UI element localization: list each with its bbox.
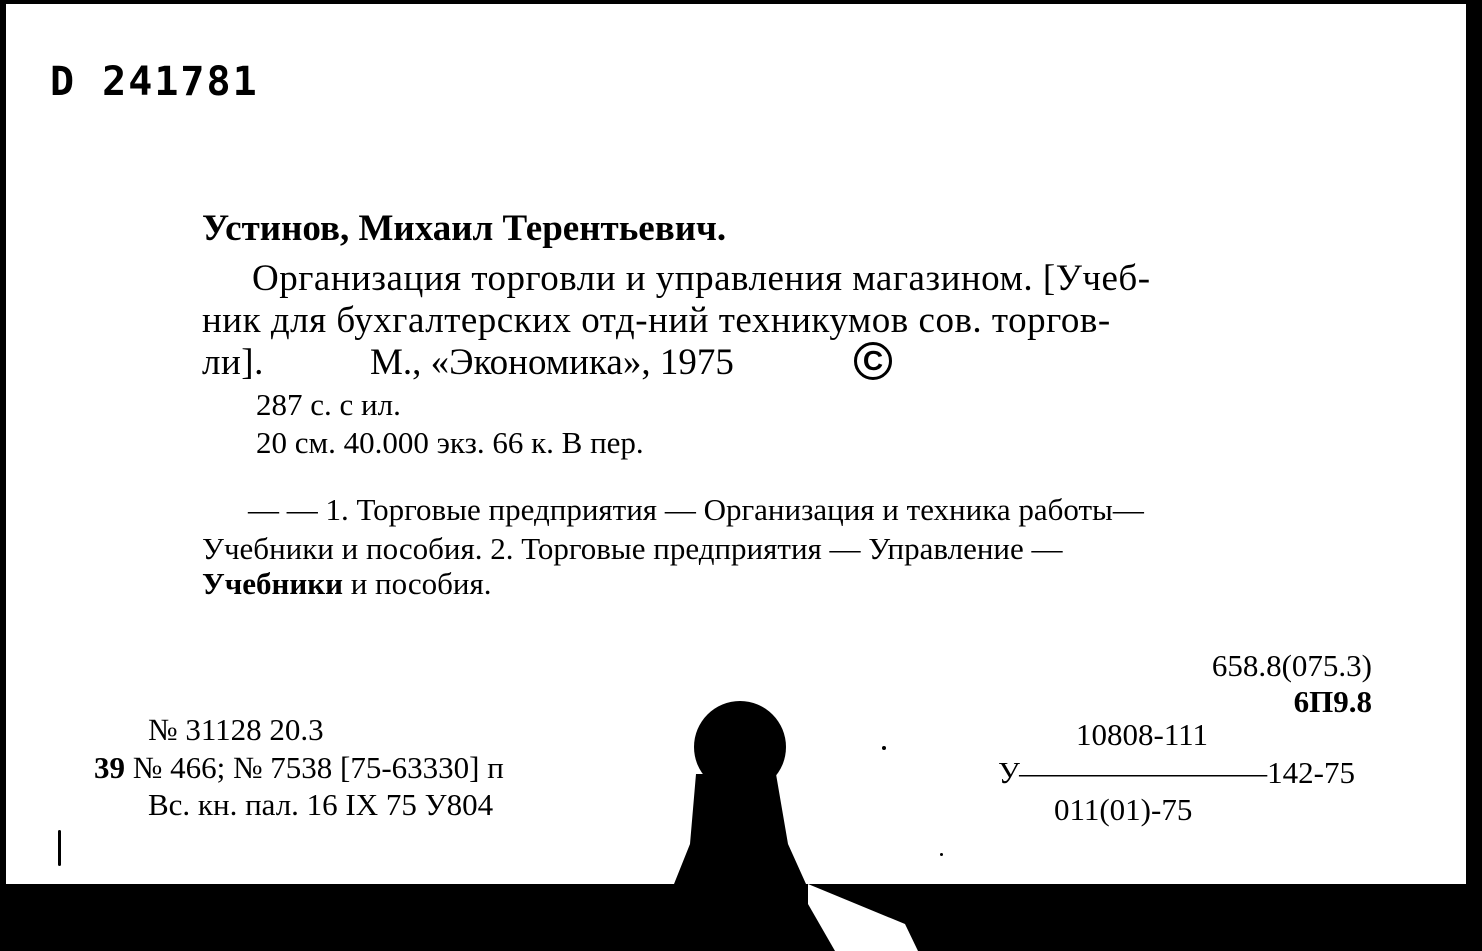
accession-line-2-prefix: 39 (94, 750, 125, 785)
bbk-index: 6П9.8 (1293, 684, 1372, 719)
publisher-code-middle: У————————142-75 (998, 755, 1355, 790)
subject-line-2: Учебники и пособия. 2. Торговые предприятия — Управление — (202, 531, 1063, 566)
rod-shadow-lower (0, 884, 1482, 951)
speck (882, 746, 886, 750)
accession-line-3: Вс. кн. пал. 16 IX 75 У804 (148, 787, 494, 822)
scan-border-bottom (0, 884, 1482, 951)
scan-border-right (1466, 0, 1482, 951)
subject-line-3 (202, 568, 492, 599)
imprint: М., «Экономика», 1975 (370, 342, 734, 383)
title-line-1: Организация торговли и управления магазином. [Учеб- (252, 258, 1151, 299)
format-print-run-price: 20 см. 40.000 экз. 66 к. В пер. (256, 425, 644, 460)
copyright-icon: C (854, 342, 892, 380)
speck (940, 853, 943, 856)
pagination: 287 с. с ил. (256, 387, 401, 422)
subject-line-1: — — 1. Торговые предприятия — Организация и техника работы— (248, 492, 1144, 527)
punch-hole (694, 701, 786, 793)
card-number: D 241781 (50, 59, 259, 105)
title-line-3: ли]. (202, 342, 264, 383)
subject-line-3-rest: и пособия. (342, 566, 492, 601)
publisher-code-top: 10808-111 (1076, 717, 1209, 752)
speck (58, 830, 61, 866)
accession-line-1: № 31128 20.3 (148, 712, 324, 747)
accession-line-2 (94, 752, 504, 783)
publisher-code-bottom: 011(01)-75 (1054, 792, 1193, 827)
title-line-2: ник для бухгалтерских отд-ний техникумов сов. торгов- (202, 300, 1111, 341)
udc-index: 658.8(075.3) (1211, 648, 1372, 683)
subject-line-3-bold: Учебники (202, 566, 343, 601)
author-heading: Устинов, Михаил Терентьевич. (202, 208, 727, 249)
catalog-card (6, 4, 1466, 884)
accession-line-2-text: № 466; № 7538 [75-63330] п (125, 750, 504, 785)
